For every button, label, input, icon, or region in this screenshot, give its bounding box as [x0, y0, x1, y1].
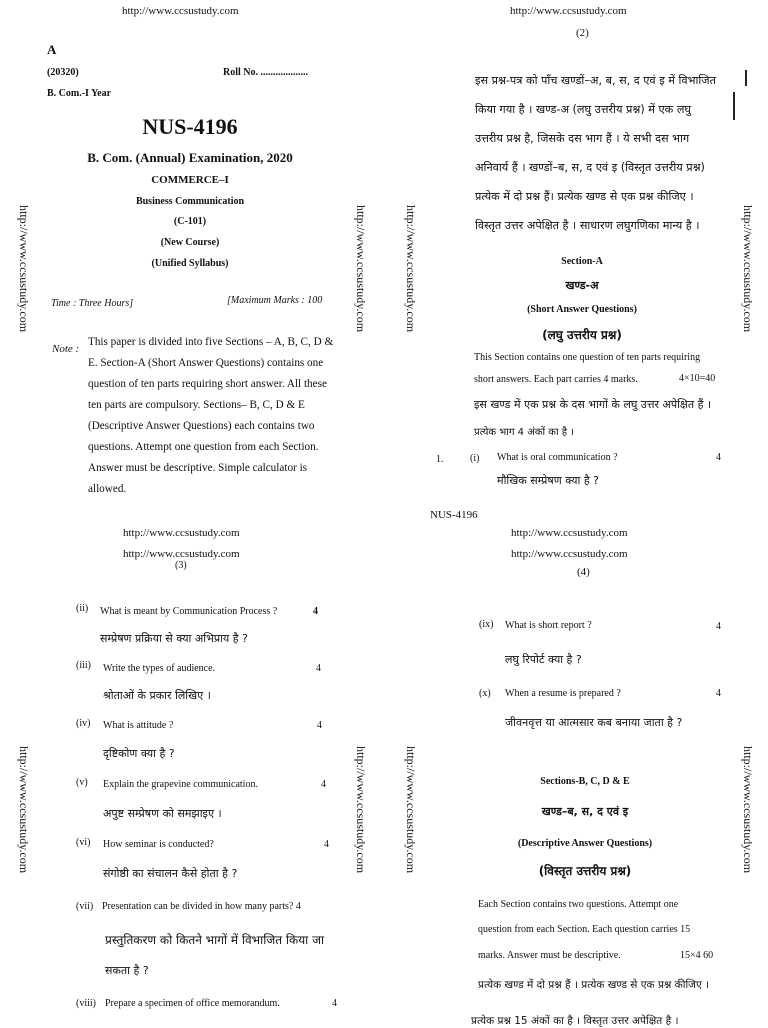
instruction-hindi: प्रत्येक खण्ड में दो प्रश्न हैं । प्रत्येक खण्ड से एक प्रश्न कीजिए ।	[478, 979, 710, 991]
page-number: (2)	[576, 27, 589, 39]
question-hindi: जीवनवृत्त या आत्मसार कब बनाया जाता है ?	[505, 716, 683, 729]
question-marks: 4	[321, 779, 326, 790]
instruction: short answers. Each part carries 4 marks.	[474, 374, 638, 385]
paper-name: Business Communication	[135, 196, 245, 207]
watermark-vertical: http://www.ccsustudy.com	[17, 746, 31, 874]
question-part: (ii)	[76, 603, 89, 614]
question-text: Prepare a specimen of office memorandum.	[105, 998, 280, 1009]
question-part: (iv)	[76, 718, 91, 729]
question-hindi: संगोष्ठी का संचालन कैसे होता है ?	[103, 867, 238, 880]
page-number: (3)	[175, 560, 187, 571]
watermark-vertical: http://www.ccsustudy.com	[741, 746, 755, 874]
question-hindi: मौखिक सम्प्रेषण क्या है ?	[497, 474, 600, 487]
question-text: Write the types of audience.	[103, 663, 216, 674]
watermark-vertical: http://www.ccsustudy.com	[17, 205, 31, 333]
instruction-hindi: इस खण्ड में एक प्रश्न के दस भागों के लघु उत्तर अपेक्षित हैं ।	[474, 398, 712, 411]
watermark-url: http://www.ccsustudy.com	[123, 548, 240, 560]
question-text: What is oral communication ?	[497, 452, 618, 463]
watermark-url: http://www.ccsustudy.com	[510, 5, 627, 17]
hindi-note-line: किया गया है । खण्ड-अ (लघु उत्तरीय प्रश्न) में एक लघु	[475, 103, 692, 116]
instruction-hindi: प्रत्येक भाग 4 अंकों का है ।	[474, 427, 575, 438]
exam-name: B. Com. (Annual) Examination, 2020	[87, 150, 293, 165]
note-line: ten parts are compulsory. Sections– B, C, D & E	[88, 399, 305, 411]
hindi-note-line: उत्तरीय प्रश्न है, जिसके दस भाग हैं । ये सभी दस भाग	[475, 132, 690, 145]
scan-mark	[745, 70, 747, 86]
max-marks: [Maximum Marks : 100	[227, 295, 323, 306]
question-part: (iii)	[76, 660, 91, 671]
question-part: (x)	[479, 688, 491, 699]
question-part: (ix)	[479, 619, 494, 630]
question-hindi: लघु रिपोर्ट क्या है ?	[505, 653, 582, 666]
question-part: (v)	[76, 777, 88, 788]
question-number: 1.	[436, 454, 444, 465]
watermark-url: http://www.ccsustudy.com	[123, 527, 240, 539]
course-year: B. Com.-I Year	[47, 88, 112, 99]
subject: COMMERCE–I	[151, 174, 229, 186]
hindi-note	[475, 66, 737, 240]
instruction-hindi-cut: प्रत्येक प्रश्न 15 अंकों का है । विस्तृत उत्तर अपेक्षित है ।	[471, 1015, 679, 1027]
set-code: A	[47, 42, 57, 57]
note-line: question of ten parts requiring short answer. All these	[88, 378, 327, 390]
watermark-vertical: http://www.ccsustudy.com	[354, 205, 368, 333]
question-text: When a resume is prepared ?	[505, 688, 621, 699]
question-marks: 4	[324, 839, 329, 850]
question-marks: 4	[317, 720, 322, 731]
question-hindi: अपुष्ट सम्प्रेषण को समझाइए ।	[103, 807, 222, 820]
watermark-url: http://www.ccsustudy.com	[122, 5, 239, 17]
question-marks: 4	[716, 452, 721, 463]
hindi-note-line: अनिवार्य हैं । खण्डों–ब, स, द एवं इ (विस्तृत उत्तरीय प्रश्न)	[475, 161, 705, 174]
section-heading: Sections-B, C, D & E	[540, 776, 630, 787]
question-marks: 4	[716, 621, 721, 632]
instruction: question from each Section. Each question carries 15	[478, 924, 691, 935]
paper-footer: NUS-4196	[430, 509, 478, 521]
course-code: (C-101)	[173, 216, 207, 227]
instruction: This Section contains one question of ten parts requiring	[474, 352, 701, 363]
question-hindi: सकता है ?	[105, 964, 149, 977]
question-marks: 4	[316, 663, 321, 674]
question-marks: 4	[313, 606, 318, 617]
paper-title: NUS-4196	[142, 114, 238, 139]
question-part: (i)	[470, 453, 480, 464]
section-marks: 4×10=40	[679, 373, 716, 384]
question-hindi: सम्प्रेषण प्रक्रिया से क्या अभिप्राय है ?	[100, 632, 248, 645]
note-line: Answer must be descriptive. Simple calculator is	[88, 462, 308, 474]
roll-number-field: Roll No. ...................	[223, 67, 308, 78]
question-text: Explain the grapevine communication.	[103, 779, 258, 790]
watermark-vertical: http://www.ccsustudy.com	[404, 205, 418, 333]
watermark-url: http://www.ccsustudy.com	[511, 527, 628, 539]
section-heading-hindi: खण्ड-अ	[565, 279, 599, 292]
note-text	[88, 332, 338, 500]
instruction: Each Section contains two questions. Attempt one	[478, 899, 679, 910]
note-line: (Descriptive Answer Questions) each contains two	[88, 420, 315, 432]
hindi-note-line: विस्तृत उत्तर अपेक्षित है । साधारण लघुगणिका मान्य है ।	[475, 219, 700, 232]
question-marks: 4	[332, 998, 337, 1009]
hindi-note-line: प्रत्येक में दो प्रश्न हैं। प्रत्येक खण्ड से एक प्रश्न कीजिए ।	[475, 190, 694, 203]
section-heading: Section-A	[561, 256, 603, 267]
hindi-note-line: इस प्रश्न-पत्र को पाँच खण्डों–अ, ब, स, द एवं इ में विभाजित	[475, 74, 716, 87]
question-marks: 4	[716, 688, 721, 699]
watermark-url: http://www.ccsustudy.com	[511, 548, 628, 560]
syllabus-type: (Unified Syllabus)	[151, 258, 229, 269]
question-hindi: श्रोताओं के प्रकार लिखिए ।	[103, 689, 211, 702]
watermark-vertical: http://www.ccsustudy.com	[404, 746, 418, 874]
course-type: (New Course)	[160, 237, 220, 248]
section-marks: 15×4 60	[680, 950, 714, 961]
note-line: allowed.	[88, 483, 127, 495]
section-heading-hindi: खण्ड–ब, स, द एवं इ	[541, 805, 629, 818]
section-type: (Descriptive Answer Questions)	[517, 838, 653, 849]
note-line: E. Section-A (Short Answer Questions) contains one	[88, 357, 324, 369]
note-line: This paper is divided into five Sections – A, B, C, D &	[88, 336, 334, 348]
question-text: How seminar is conducted?	[103, 839, 214, 850]
question-part: (vi)	[76, 837, 91, 848]
watermark-vertical: http://www.ccsustudy.com	[354, 746, 368, 874]
time-allowed: Time : Three Hours]	[51, 298, 134, 309]
page-number: (4)	[577, 566, 590, 578]
note-label: Note :	[52, 343, 80, 355]
paper-code: (20320)	[47, 67, 79, 78]
question-part: (vii)	[76, 901, 94, 912]
note-line: questions. Attempt one question from each Section.	[88, 441, 319, 453]
section-type: (Short Answer Questions)	[527, 304, 637, 315]
question-hindi: प्रस्तुतिकरण को कितने भागों में विभाजित किया जा	[105, 933, 325, 947]
question-text: What is short report ?	[505, 620, 592, 631]
watermark-vertical: http://www.ccsustudy.com	[741, 205, 755, 333]
question-part: (viii)	[76, 998, 96, 1009]
instruction: marks. Answer must be descriptive.	[478, 950, 621, 961]
question-hindi: दृष्टिकोण क्या है ?	[103, 747, 175, 760]
question-text: What is meant by Communication Process ?	[100, 606, 278, 617]
section-type-hindi: (विस्तृत उत्तरीय प्रश्न)	[538, 864, 632, 878]
section-type-hindi: (लघु उत्तरीय प्रश्न)	[542, 328, 622, 342]
question-text: Presentation can be divided in how many parts? 4	[102, 901, 301, 912]
question-text: What is attitude ?	[103, 720, 174, 731]
